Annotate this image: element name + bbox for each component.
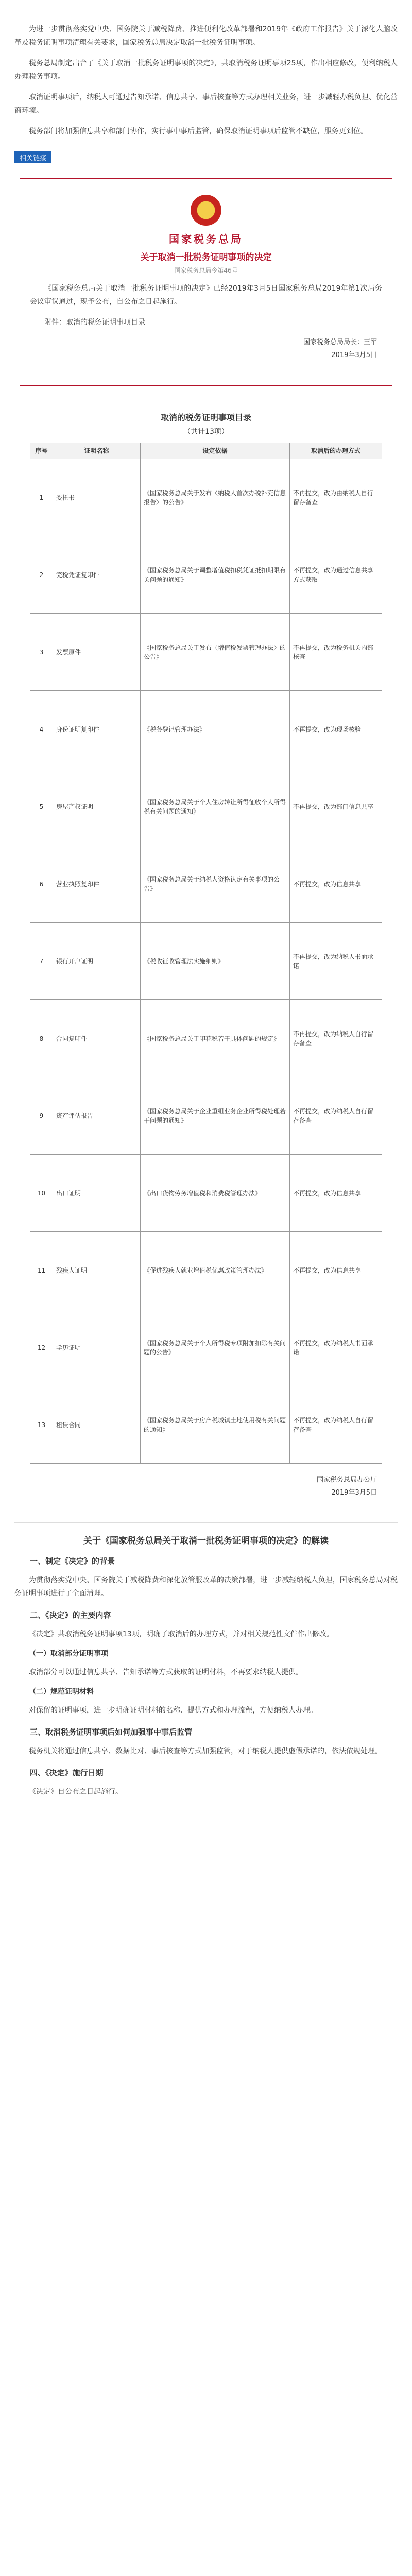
decision-title: 关于取消一批税务证明事项的决定 (140, 252, 272, 263)
table-cell-basis: 《国家税务总局关于企业重组业务企业所得税处理若干问题的通知》 (141, 1077, 290, 1155)
section-heading: 二、《决定》的主要内容 (30, 1611, 111, 1620)
related-link-tag[interactable]: 相关链接 (14, 151, 52, 163)
decision-card (20, 178, 392, 372)
table-cell-name: 出口证明 (53, 1155, 141, 1232)
table-cell-basis: 《出口货物劳务增值税和消费税管理办法》 (141, 1155, 290, 1232)
intro-paragraph: 税务总局制定出台了《关于取消一批税务证明事项的决定》，共取消税务证明事项25项，作出相应修改，便利纳税人办理税务事项。 (14, 59, 398, 81)
header-method: 取消后的办理方式 (290, 443, 382, 459)
section-paragraph: 对保留的证明事项，进一步明确证明材料的名称、提供方式和办理流程，方便纳税人办理。 (29, 1706, 317, 1715)
interpretation-title: 关于《国家税务总局关于取消一批税务证明事项的决定》的解读 (83, 1536, 329, 1546)
table-cell-idx: 1 (30, 459, 53, 536)
table-row (30, 1077, 382, 1155)
table-cell-method: 不再提交，改为信息共享 (290, 1155, 382, 1232)
table-body (30, 459, 382, 1464)
table-cell-basis: 《促进残疾人就业增值税优惠政策管理办法》 (141, 1232, 290, 1309)
certificate-table (30, 443, 382, 1464)
table-cell-basis: 《国家税务总局关于发布〈纳税人首次办税补充信息报告〉的公告》 (141, 459, 290, 536)
table-cell-idx: 10 (30, 1155, 53, 1232)
table-cell-idx: 4 (30, 691, 53, 768)
decision-number: 国家税务总局令第46号 (174, 267, 238, 274)
national-emblem-icon (191, 195, 221, 226)
table-row (30, 1000, 382, 1077)
table-cell-method: 不再提交，改为纳税人自行留存备查 (290, 1077, 382, 1155)
table-cell-basis: 《国家税务总局关于印花税若干具体问题的规定》 (141, 1000, 290, 1077)
table-row (30, 768, 382, 845)
table-cell-name: 银行开户证明 (53, 923, 141, 1000)
section-paragraph: 税务机关将通过信息共享、数据比对、事后核查等方式加强监管，对于纳税人提供虚假承诺的，依法依规处理。 (29, 1747, 382, 1755)
table-cell-method: 不再提交，改为纳税人自行留存备查 (290, 1000, 382, 1077)
table-row (30, 1309, 382, 1386)
section-heading: 三、取消税务证明事项后如何加强事中事后监管 (30, 1727, 193, 1737)
table-header-row (30, 443, 382, 459)
table-cell-name: 完税凭证复印件 (53, 536, 141, 614)
section-heading: 一、制定《决定》的背景 (30, 1556, 115, 1566)
section-paragraph: 《决定》自公布之日起施行。 (29, 1788, 123, 1796)
table-cell-name: 房屋产权证明 (53, 768, 141, 845)
table-cell-name: 营业执照复印件 (53, 845, 141, 923)
table-cell-idx: 9 (30, 1077, 53, 1155)
intro-paragraph: 税务部门将加强信息共享和部门协作，实行事中事后监管，确保取消证明事项后监管不缺位，服务更到位。 (29, 127, 368, 135)
header-basis: 设定依据 (141, 443, 290, 459)
header-name: 证明名称 (53, 443, 141, 459)
table-row (30, 1155, 382, 1232)
table-cell-method: 不再提交，改为税务机关内部核查 (290, 614, 382, 691)
table-cell-basis: 《税收征收管理法实施细则》 (141, 923, 290, 1000)
table-row (30, 923, 382, 1000)
table-cell-idx: 13 (30, 1386, 53, 1464)
table-row (30, 614, 382, 691)
table-cell-method: 不再提交，改为信息共享 (290, 1232, 382, 1309)
interpretation-body (14, 1555, 398, 1799)
table-cell-method: 不再提交，改为纳税人书面承诺 (290, 1309, 382, 1386)
table-cell-idx: 7 (30, 923, 53, 1000)
table-row (30, 691, 382, 768)
list-footer-date: 2019年3月5日 (331, 1489, 377, 1497)
table-cell-basis: 《国家税务总局关于发布〈增值税发票管理办法〉的公告》 (141, 614, 290, 691)
table-cell-name: 资产评估报告 (53, 1077, 141, 1155)
table-cell-basis: 《国家税务总局关于纳税人资格认定有关事项的公告》 (141, 845, 290, 923)
table-row (30, 459, 382, 536)
section-heading: 四、《决定》施行日期 (30, 1768, 104, 1777)
interpretation-section (14, 1533, 398, 1799)
header-index: 序号 (30, 443, 53, 459)
list-title: 取消的税务证明事项目录 (160, 413, 251, 422)
decision-body: 《国家税务总局关于取消一批税务证明事项的决定》已经2019年3月5日国家税务总局2019年第1次局务会议审议通过，现予公布，自公布之日起施行。 (30, 284, 382, 306)
intro-paragraph: 为进一步贯彻落实党中央、国务院关于减税降费、推进便利化改革部署和2019年《政府工作报告》关于深化人脑改革及税务证明事项清理有关要求，国家税务总局决定取消一批税务证明事项。 (14, 25, 398, 47)
table-cell-basis: 《国家税务总局关于调整增值税扣税凭证抵扣期限有关问题的通知》 (141, 536, 290, 614)
table-cell-basis: 《国家税务总局关于个人所得税专项附加扣除有关问题的公告》 (141, 1309, 290, 1386)
table-cell-method: 不再提交，改为通过信息共享方式获取 (290, 536, 382, 614)
table-cell-name: 租赁合同 (53, 1386, 141, 1464)
table-cell-name: 学历证明 (53, 1309, 141, 1386)
table-cell-method: 不再提交，改为纳税人自行留存备查 (290, 1386, 382, 1464)
intro-paragraph: 取消证明事项后，纳税人可通过告知承诺、信息共享、事后核查等方式办理相关业务，进一步减轻办税负担、优化营商环境。 (14, 93, 398, 115)
table-cell-basis: 《税务登记管理办法》 (141, 691, 290, 768)
section-paragraph: 《决定》共取消税务证明事项13项，明确了取消后的办理方式，并对相关规范性文件作出修改。 (29, 1630, 334, 1638)
decision-signer: 国家税务总局局长：王军 (303, 338, 377, 346)
section-heading: （一）取消部分证明事项 (29, 1650, 108, 1658)
table-cell-basis: 《国家税务总局关于房产税城镇土地使用税有关问题的通知》 (141, 1386, 290, 1464)
table-cell-idx: 8 (30, 1000, 53, 1077)
table-row (30, 1386, 382, 1464)
table-cell-name: 委托书 (53, 459, 141, 536)
list-footer-org: 国家税务总局办公厅 (316, 1476, 377, 1484)
table-cell-method: 不再提交，改为部门信息共享 (290, 768, 382, 845)
table-cell-name: 合同复印件 (53, 1000, 141, 1077)
table-cell-idx: 11 (30, 1232, 53, 1309)
list-card (20, 385, 392, 1510)
table-cell-method: 不再提交，改为现场核验 (290, 691, 382, 768)
table-cell-name: 残疾人证明 (53, 1232, 141, 1309)
table-row (30, 536, 382, 614)
table-row (30, 845, 382, 923)
section-heading: （二）规范证明材料 (29, 1688, 94, 1696)
table-cell-method: 不再提交，改为纳税人书面承诺 (290, 923, 382, 1000)
table-cell-idx: 6 (30, 845, 53, 923)
intro-section (14, 0, 398, 138)
table-cell-basis: 《国家税务总局关于个人住房转让所得征收个人所得税有关问题的通知》 (141, 768, 290, 845)
decision-attachment: 附件：取消的税务证明事项目录 (44, 318, 145, 327)
section-paragraph: 取消部分可以通过信息共享、告知承诺等方式获取的证明材料，不再要求纳税人提供。 (29, 1668, 303, 1676)
table-cell-name: 身份证明复印件 (53, 691, 141, 768)
table-cell-idx: 3 (30, 614, 53, 691)
divider (14, 1522, 398, 1523)
table-cell-method: 不再提交，改为由纳税人自行留存备查 (290, 459, 382, 536)
table-cell-method: 不再提交，改为信息共享 (290, 845, 382, 923)
table-cell-name: 发票原件 (53, 614, 141, 691)
table-cell-idx: 12 (30, 1309, 53, 1386)
list-subtitle: （共计13项） (183, 428, 229, 436)
table-row (30, 1232, 382, 1309)
table-cell-idx: 5 (30, 768, 53, 845)
decision-date: 2019年3月5日 (331, 351, 377, 359)
section-paragraph: 为贯彻落实党中央、国务院关于减税降费和深化放管服改革的决策部署，进一步减轻纳税人负担，国家税务总局对税务证明事项进行了全面清理。 (14, 1576, 398, 1598)
table-cell-idx: 2 (30, 536, 53, 614)
decision-org: 国家税务总局 (169, 233, 243, 245)
